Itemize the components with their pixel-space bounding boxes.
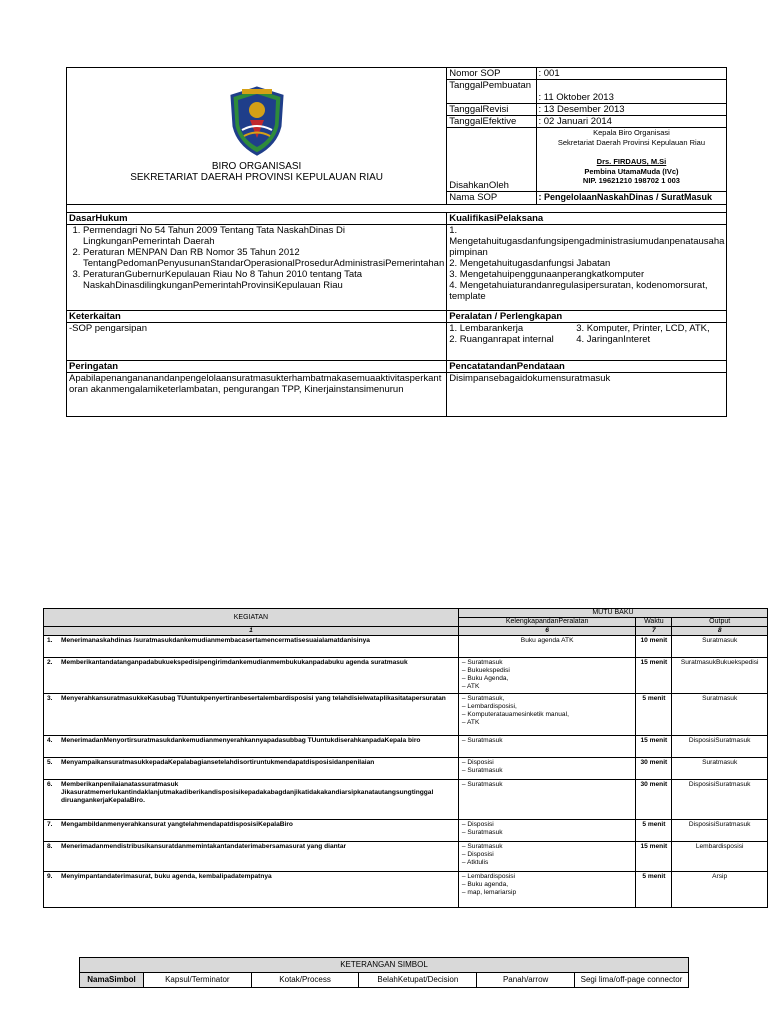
- output-cell: Suratmasuk: [672, 694, 768, 736]
- qualification-item: 1. Mengetahuitugasdanfungsipengadministrasiumudanpenatausaha pimpinan: [449, 225, 725, 258]
- duration-cell: 5 menit: [636, 872, 672, 908]
- field-value-nomor: : 001: [536, 68, 727, 80]
- activity-main: MenyerahkansuratmasukkeKasubag TUuntukpenyertiranbesertalembardisposisi yang telahdisielwataplikasitatapersuratan: [61, 695, 446, 702]
- activity-text: [61, 737, 420, 745]
- records-value: Disimpansebagaidokumensuratmasuk: [447, 373, 727, 417]
- related-title-cell: [67, 311, 447, 323]
- col-kelengkapan-header: KelengkapandanPeralatan: [458, 618, 636, 627]
- legal-basis-item: 2. Peraturan MENPAN Dan RB Nomor 35 Tahun 2012 TentangPedomanPenyusunanStandarOperasionalProsedurAdministrasiPemerintahan: [83, 247, 444, 269]
- equipment-item: – Bukuekspedisi: [461, 667, 510, 674]
- equipment-cell: [458, 780, 636, 820]
- equipment-row: [449, 323, 724, 334]
- equipment-cell: [458, 658, 636, 694]
- equipment-item: – Lembardisposisi: [461, 873, 516, 880]
- activity-cell: [44, 694, 459, 736]
- table-row: [44, 736, 768, 758]
- activity-text: [61, 843, 346, 851]
- equipment-item: – ATK: [461, 719, 480, 726]
- col-waktu-header: Waktu: [636, 618, 672, 627]
- field-value-revisi: : 13 Desember 2013: [536, 104, 727, 116]
- equipment-title: Peralatan / Perlengkapan: [449, 311, 563, 322]
- activity-main: MenyampaikansuratmasukkepadaKepalabagiansetelahdisortiruntukmendapatdisposisidanpenilaian: [61, 759, 375, 766]
- approver-title: Kepala Biro Organisasi: [593, 128, 670, 137]
- legal-basis-cell: [67, 213, 447, 225]
- activity-text: [61, 695, 446, 703]
- equipment-item: – Disposisi: [461, 821, 494, 828]
- field-label-nomor: Nomor SOP: [447, 68, 536, 80]
- equipment-item: – Suratmasuk: [461, 737, 503, 744]
- output-cell: DisposisiSuratmasuk: [672, 780, 768, 820]
- table-row: [44, 636, 768, 658]
- symbol-terminator: Kapsul/Terminator: [143, 973, 251, 988]
- equipment-cell: [458, 872, 636, 908]
- equipment-title-cell: [447, 311, 727, 323]
- field-label-pembuatan: TanggalPembuatan: [447, 80, 536, 104]
- approver-rank: Pembina UtamaMuda (IVc): [584, 166, 679, 176]
- legal-basis-item: 3. PeraturanGubernurKepulauan Riau No 8 Tahun 2010 tentang Tata NaskahDinasdilingkunganPemerintahProvinsiKepulauan Riau: [83, 269, 444, 291]
- activity-cell: [44, 872, 459, 908]
- field-label-revisi: TanggalRevisi: [447, 104, 536, 116]
- output-cell: Suratmasuk: [672, 758, 768, 780]
- step-number: 5.: [47, 759, 53, 766]
- equipment-item: – Komputeratauamesinketik manual,: [461, 711, 569, 718]
- equipment-item: – Suratmasuk: [461, 781, 503, 788]
- equipment-list: [462, 695, 633, 727]
- duration-cell: 30 menit: [636, 780, 672, 820]
- org-identity-cell: [67, 68, 447, 205]
- activity-cell: [44, 736, 459, 758]
- approver-name: Drs. FIRDAUS, M.Si: [596, 157, 667, 166]
- activity-cell: [44, 636, 459, 658]
- activity-cell: [44, 842, 459, 872]
- approver-unit: Sekretariat Daerah Provinsi Kepulauan Riau: [557, 137, 706, 147]
- equipment-item: – Suratmasuk: [461, 829, 503, 836]
- equipment-cell: [458, 736, 636, 758]
- procedure-table: [43, 608, 768, 908]
- approved-by-label: DisahkanOleh: [447, 128, 536, 192]
- records-title-cell: [447, 361, 727, 373]
- equipment-list: [462, 781, 633, 789]
- activity-main: Menerimadanmendistribusikansuratdanmemintakantandaterimabersamasurat yang diantar: [61, 843, 347, 850]
- activity-note: Jikasuratmemerlukantindaklanjutmakadiberikandisposisikepadakabagdanjikatidakakandiarsipkanatautangsungtinggal diruangankerjaKepalaBiro.: [61, 789, 434, 804]
- legal-basis-title: DasarHukum: [69, 213, 128, 224]
- equipment-item: – Suratmasuk,: [461, 695, 505, 702]
- related-value: -SOP pengarsipan: [67, 323, 447, 361]
- activity-text: [61, 781, 455, 805]
- activity-main: Memberikanpenilaianatassuratmasuk: [61, 781, 179, 788]
- col-number: 6: [458, 627, 636, 636]
- equipment-cell: [458, 694, 636, 736]
- duration-cell: 15 menit: [636, 736, 672, 758]
- equipment-list: [462, 637, 633, 645]
- approver-nip: NIP. 19621210 198702 1 003: [582, 176, 680, 185]
- equipment-item: – ATK: [461, 683, 480, 690]
- sop-name-label: Nama SOP: [447, 192, 536, 205]
- step-number: 9.: [47, 873, 53, 880]
- equipment-list: [462, 759, 633, 775]
- equipment-item: – Buku agenda,: [461, 881, 509, 888]
- col-output-header: Output: [672, 618, 768, 627]
- col-kegiatan-header: KEGIATAN: [44, 609, 459, 627]
- table-row: [44, 780, 768, 820]
- step-number: 2.: [47, 659, 53, 666]
- records-title: PencatatandanPendataan: [449, 361, 565, 372]
- activity-main: Menerimanaskahdinas /suratmasukdankemudianmembacasertamencermatisesuaialamatdanisinya: [61, 637, 370, 644]
- table-row: [44, 872, 768, 908]
- activity-cell: [44, 758, 459, 780]
- sop-header-table: [66, 67, 727, 417]
- step-number: 7.: [47, 821, 53, 828]
- org-name: BIRO ORGANISASI: [211, 161, 302, 172]
- equipment-item: 4. JaringanInteret: [576, 334, 651, 345]
- table-row: [44, 842, 768, 872]
- qualification-title-cell: [447, 213, 727, 225]
- qualification-item: 3. Mengetahuipenggunaanperangkatkomputer: [449, 269, 645, 280]
- activity-text: [61, 759, 374, 767]
- step-number: 4.: [47, 737, 53, 744]
- equipment-item: 3. Komputer, Printer, LCD, ATK,: [576, 323, 710, 334]
- approver-block: [536, 128, 727, 192]
- output-cell: SuratmasukBukuekspedisi: [672, 658, 768, 694]
- warning-title: Peringatan: [69, 361, 119, 372]
- symbol-connector: Segi lima/off-page connector: [575, 973, 689, 988]
- step-number: 1.: [47, 637, 53, 644]
- procedure-rows: [44, 636, 768, 908]
- table-row: [44, 820, 768, 842]
- equipment-list: [462, 659, 633, 691]
- equipment-list-cell: [447, 323, 727, 361]
- symbol-legend-table: [79, 957, 689, 988]
- warning-value: Apabilapenangananandanpengelolaansuratmasukterhambatmakasemuaaktivitasperkantoran akanmengalamiketerlambatan, pengurangan TPP, Kinerjainstansimenurun: [67, 373, 447, 417]
- activity-cell: [44, 780, 459, 820]
- equipment-cell: [458, 636, 636, 658]
- field-label-efektif: TanggalEfektive: [447, 116, 536, 128]
- field-value-pembuatan: : 11 Oktober 2013: [536, 80, 727, 104]
- symbol-process: Kotak/Process: [251, 973, 359, 988]
- step-number: 8.: [47, 843, 53, 850]
- equipment-list: [462, 821, 633, 837]
- related-title: Keterkaitan: [69, 311, 121, 322]
- equipment-list: [462, 737, 633, 745]
- qualification-item: 4. Mengetahuiaturandanregulasipersuratan, kodenomorsurat, template: [449, 280, 708, 302]
- col-number: 7: [636, 627, 672, 636]
- activity-cell: [44, 820, 459, 842]
- equipment-item: – Suratmasuk: [461, 843, 503, 850]
- activity-text: [61, 637, 370, 645]
- symbol-legend-title: KETERANGAN SIMBOL: [80, 958, 689, 973]
- equipment-list: [462, 843, 633, 867]
- activity-text: [61, 659, 408, 667]
- equipment-row: [449, 334, 724, 345]
- qualification-item: 2. Mengetahuitugasdanfungsi Jabatan: [449, 258, 611, 269]
- table-row: [44, 658, 768, 694]
- legal-basis-list-cell: [67, 225, 447, 311]
- equipment-item: – Lembardisposisi,: [461, 703, 517, 710]
- activity-text: [61, 821, 293, 829]
- duration-cell: 15 menit: [636, 658, 672, 694]
- duration-cell: 5 menit: [636, 694, 672, 736]
- output-cell: DisposisiSuratmasuk: [672, 820, 768, 842]
- duration-cell: 30 menit: [636, 758, 672, 780]
- equipment-cell: [458, 842, 636, 872]
- output-cell: Suratmasuk: [672, 636, 768, 658]
- activity-main: Menyimpantandaterimasurat, buku agenda, kembalipadatempatnya: [61, 873, 272, 880]
- warning-title-cell: [67, 361, 447, 373]
- equipment-item: – Suratmasuk: [461, 767, 503, 774]
- equipment-cell: [458, 758, 636, 780]
- equipment-item: 1. Lembarankerja: [449, 323, 524, 334]
- step-number: 6.: [47, 781, 53, 788]
- duration-cell: 10 menit: [636, 636, 672, 658]
- sop-name-value: : PengelolaanNaskahDinas / SuratMasuk: [536, 192, 727, 205]
- equipment-item: – Disposisi: [461, 851, 494, 858]
- output-cell: Lembardisposisi: [672, 842, 768, 872]
- legal-basis-item: 1. Permendagri No 54 Tahun 2009 Tentang Tata NaskahDinas Di LingkunganPemerintah Daerah: [83, 225, 444, 247]
- equipment-cell: [458, 820, 636, 842]
- activity-main: Memberikantandatanganpadabukuekspedisipengirimdankemudianmembukukanpadabuku agenda suratmasuk: [61, 659, 408, 666]
- table-row: [44, 694, 768, 736]
- step-number: 3.: [47, 695, 53, 702]
- equipment-item: – map, lemariarsip: [461, 889, 517, 896]
- col-number: 1: [44, 627, 459, 636]
- equipment-item: 2. Ruanganrapat internal: [449, 334, 554, 345]
- output-cell: DisposisiSuratmasuk: [672, 736, 768, 758]
- province-emblem-icon: [228, 86, 286, 156]
- col-number: 8: [672, 627, 768, 636]
- equipment-item: – Atktulis: [461, 859, 489, 866]
- activity-main: Mengambildanmenyerahkansurat yangtelahmendapatdisposisiKepalaBiro: [61, 821, 293, 828]
- symbol-decision: BelahKetupat/Decision: [359, 973, 477, 988]
- field-value-efektif: : 02 Januari 2014: [536, 116, 727, 128]
- symbol-name-label: NamaSimbol: [80, 973, 144, 988]
- equipment-item: – Buku Agenda,: [461, 675, 509, 682]
- org-secretariat: SEKRETARIAT DAERAH PROVINSI KEPULAUAN RIAU: [130, 172, 384, 183]
- legal-basis-list: [69, 225, 444, 291]
- activity-cell: [44, 658, 459, 694]
- activity-text: [61, 873, 272, 881]
- symbol-arrow: Panah/arrow: [477, 973, 575, 988]
- equipment-list: [462, 873, 633, 897]
- duration-cell: 5 menit: [636, 820, 672, 842]
- qualification-list-cell: [447, 225, 727, 311]
- table-row: [44, 758, 768, 780]
- equipment-item: – Disposisi: [461, 759, 494, 766]
- duration-cell: 15 menit: [636, 842, 672, 872]
- equipment-item: Buku agenda ATK: [520, 637, 574, 644]
- qualification-title: KualifikasiPelaksana: [449, 213, 544, 224]
- activity-main: MenerimadanMenyortirsuratmasukdankemudianmenyerahkannyapadasubbag TUuntukdiserahkanpadaKepala biro: [61, 737, 421, 744]
- output-cell: Arsip: [672, 872, 768, 908]
- equipment-item: – Suratmasuk: [461, 659, 503, 666]
- col-mutu-baku-header: MUTU BAKU: [458, 609, 767, 618]
